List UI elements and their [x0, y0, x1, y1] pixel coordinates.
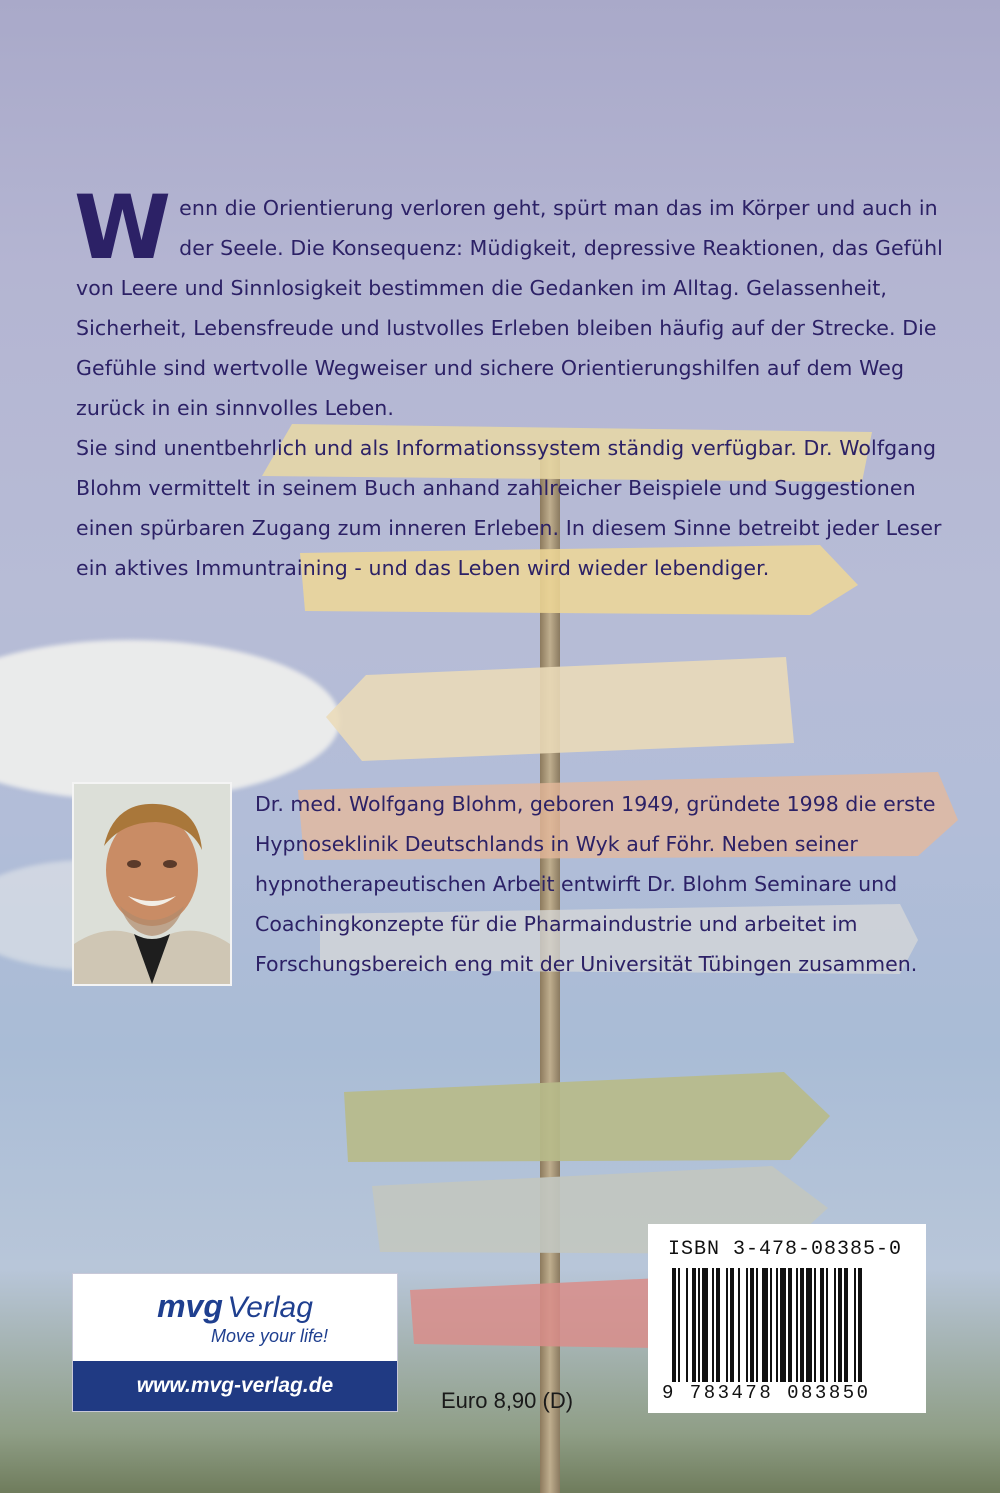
isbn-label: ISBN 3-478-08385-0	[668, 1238, 903, 1261]
blurb-paragraph-1	[74, 176, 956, 428]
publisher-logo-mvg: mvg	[157, 1288, 223, 1324]
publisher-slogan: Move your life!	[211, 1326, 329, 1346]
publisher-logo-verlag: Verlag	[227, 1291, 313, 1324]
blurb-paragraph-1-text: enn die Orientierung verloren geht, spürt man das im Körper und auch in der Seele. Die Konsequenz: Müdigkeit, depressive Reaktionen, das Gefühl von Leere und Sinnlosigkeit bestimmen die Gedanken im Alltag. Gelassenheit, Sicherheit, Lebensfreude und lustvolles Erleben bleiben häufig auf der Strecke. Die Gefühle sind wertvolle Wegweiser und sichere Orientierungshilfen auf dem Weg zurück in ein sinnvolles Leben.	[76, 196, 943, 420]
book-blurb	[74, 176, 956, 588]
author-bio	[255, 784, 955, 984]
author-photo	[72, 782, 232, 986]
price-label: Euro 8,90 (D)	[441, 1388, 574, 1413]
signpost-board-8	[410, 1272, 670, 1352]
publisher-block	[72, 1273, 398, 1412]
ean-number: 9 783478 083850	[662, 1382, 871, 1404]
blurb-paragraph-2: Sie sind unentbehrlich und als Informationssystem ständig verfügbar. Dr. Wolfgang Blohm vermittelt in seinem Buch anhand zahlreicher Beispiele und Suggestionen einen spürbaren Zugang zum inneren Erleben. In diesem Sinne betreibt jeder Leser ein aktives Immuntraining - und das Leben wird wieder lebendiger.	[76, 436, 942, 580]
publisher-logo	[73, 1288, 397, 1325]
publisher-url: www.mvg-verlag.de	[73, 1361, 397, 1411]
barcode-box	[648, 1224, 926, 1413]
signpost-board-3	[326, 655, 796, 765]
barcode-icon	[672, 1268, 904, 1382]
cloud-left	[0, 640, 340, 800]
signpost-board-6	[344, 1066, 834, 1166]
author-bio-text: Dr. med. Wolfgang Blohm, geboren 1949, gründete 1998 die erste Hypnoseklinik Deutschlands in Wyk auf Föhr. Neben seiner hypnotherapeutischen Arbeit entwirft Dr. Blohm Seminare und Coachingkonzepte für die Pharmaindustrie und arbeitet im Forschungsbereich eng mit der Universität Tübingen zusammen.	[255, 792, 936, 976]
drop-cap: W	[74, 176, 172, 279]
